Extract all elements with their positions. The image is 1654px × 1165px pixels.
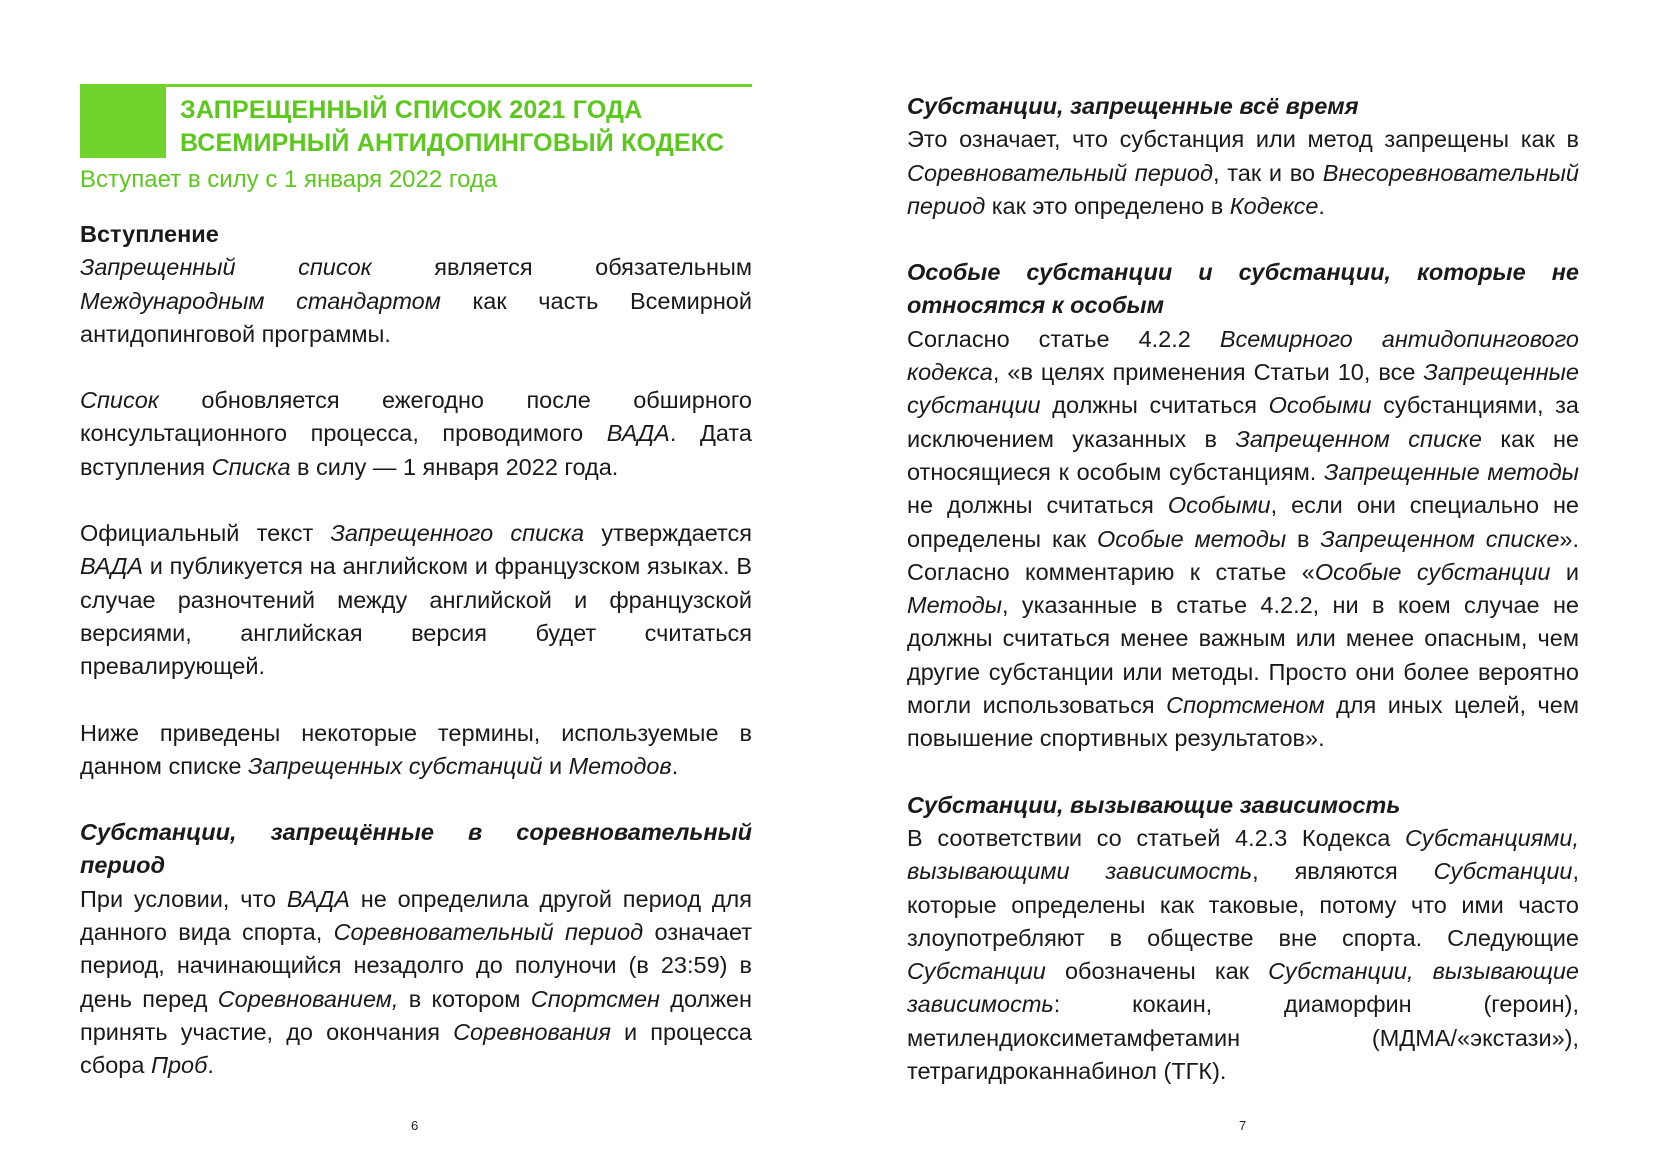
italic-term: Запрещенные субстанции (907, 359, 1579, 419)
text-run: и (542, 752, 569, 779)
text-run: означает период, начинающийся незадолго до полуночи (в 23:59) в день перед (80, 919, 752, 1012)
page-title: ЗАПРЕЩЕННЫЙ СПИСОК 2021 ГОДА ВСЕМИРНЫЙ АНТИДОПИНГОВЫЙ КОДЕКС (180, 96, 725, 157)
paragraph (907, 123, 1579, 223)
text-run: обновляется ежегодно после обширного консультационного процесса, проводимого (80, 387, 752, 447)
italic-term: Соревновательный период (333, 919, 644, 946)
all-time-heading: Субстанции, запрещенные всё время (907, 93, 1359, 119)
italic-term: Запрещенный список (80, 254, 372, 281)
text-run: должны считаться (1040, 392, 1269, 419)
italic-term: Соревнования (453, 1018, 611, 1045)
italic-term: ВАДА (606, 420, 670, 447)
page-number: 6 (411, 1118, 419, 1133)
italic-term: Особые методы (1097, 525, 1287, 552)
text-run: и процесса сбора (80, 1018, 753, 1079)
text-run: обозначены как (1045, 958, 1269, 985)
italic-term: Субстанции (907, 958, 1046, 985)
italic-term: Запрещенном списке (1320, 525, 1560, 552)
text-run: ». Согласно комментарию к статье « (907, 525, 1579, 585)
italic-term: Запрещенных субстанций (248, 752, 543, 779)
text-run: должен принять участие, до окончания (80, 985, 752, 1045)
text-run: , являются (1252, 858, 1434, 885)
italic-term: Запрещенные методы (1324, 458, 1579, 485)
text-run: Официальный текст (80, 520, 331, 547)
italic-term: Особыми (1167, 492, 1271, 519)
text-run: в (1286, 525, 1321, 552)
text-run: является обязательным (371, 254, 753, 281)
italic-term: Всемирного антидопингового кодекса (907, 325, 1579, 386)
header-accent-square (80, 87, 166, 158)
text-run: для иных целей, чем повышение спортивных результатов». (907, 692, 1579, 752)
text-run: , «в целях применения Статьи 10, все (992, 359, 1424, 386)
abuse-substances-heading: Субстанции, вызывающие зависимость (907, 791, 1401, 818)
text-run: , которые определены как таковые, потому что ими часто злоупотребляют в обществе вне спорта. Следующие (907, 858, 1580, 951)
italic-term: Субстанциями, вызывающими зависимость (907, 824, 1579, 885)
left-body (80, 218, 752, 1083)
italic-term: Субстанции, вызывающие зависимость (907, 958, 1579, 1018)
text-run: , если они специально не определены как (907, 492, 1579, 552)
text-run: в котором (398, 985, 531, 1012)
italic-term: ВАДА (286, 885, 350, 912)
text-run: , так и во (1212, 159, 1323, 186)
italic-term: Международным стандартом (80, 287, 441, 314)
italic-term: Субстанции (1433, 858, 1573, 885)
text-run: : кокаин, диаморфин (героин), метилендиоксиметамфетамин (МДМА/«экстази»), тетрагидроканнабинол (ТГК). (907, 991, 1579, 1085)
text-run: При условии, что (80, 885, 287, 912)
specified-substances-heading: Особые субстанции и субстанции, которые не относятся к особым (907, 259, 1579, 319)
text-run: субстанциями, за исключением указанных в (907, 392, 1579, 452)
text-run: и публикуется на английском и французском языках. В случае разночтений между английской и французской версиями, английская версия будет считаться превалирующей. (80, 553, 752, 680)
italic-term: Методов (568, 752, 672, 779)
text-run: как это определено в (985, 192, 1230, 219)
text-run: В соответствии со статьей 4.2.3 Кодекса (907, 824, 1405, 851)
italic-term: Спортсмен (530, 985, 660, 1012)
header-rule (80, 84, 752, 87)
italic-term: Особыми (1268, 392, 1372, 419)
text-run: . Дата вступления (80, 420, 752, 480)
text-run: Ниже приведены некоторые термины, используемые в данном списке (80, 719, 752, 779)
italic-term: Спортсменом (1166, 692, 1325, 719)
paragraph (80, 883, 752, 1083)
text-run: как часть Всемирной антидопинговой программы. (80, 287, 753, 347)
italic-term: Соревнованием, (217, 985, 399, 1012)
right-body (907, 90, 1579, 1088)
text-run: Согласно статье 4.2.2 (907, 325, 1220, 352)
paragraph (80, 251, 752, 351)
text-run: не должны считаться (907, 492, 1168, 519)
italic-term: Особые субстанции (1314, 558, 1551, 585)
text-run: , указанные в статье 4.2.2, ни в коем случае не должны считаться менее важным или менее опасным, чем другие субстанции или методы. Просто они более вероятно могли использоваться (907, 592, 1579, 719)
effective-date: Вступает в силу с 1 января 2022 года (80, 166, 498, 193)
text-run: в силу — 1 января 2022 года. (290, 453, 619, 480)
italic-term: Кодексе (1229, 192, 1319, 219)
paragraph (907, 323, 1579, 756)
text-run: и (1550, 558, 1580, 585)
text-run: . (671, 752, 679, 779)
text-run: . (1318, 192, 1325, 219)
italic-term: ВАДА (80, 553, 144, 580)
paragraph (80, 517, 752, 683)
paragraph (80, 717, 752, 784)
right-page (827, 0, 1654, 1165)
italic-term: Запрещенном списке (1235, 425, 1482, 452)
intro-heading: Вступление (80, 221, 219, 247)
text-run: как не относящиеся к особым субстанциям. (907, 425, 1579, 485)
paragraph (80, 384, 752, 484)
italic-term: Запрещенного списка (330, 520, 585, 547)
in-competition-heading: Субстанции, запрещённые в соревновательный период (80, 819, 752, 879)
text-run: не определила другой период для данного вида спорта, (80, 885, 752, 946)
italic-term: Соревновательный период (907, 159, 1213, 186)
page-number: 7 (1239, 1118, 1247, 1133)
italic-term: Списка (211, 453, 291, 480)
italic-term: Внесоревновательный период (907, 159, 1579, 219)
text-run: Это означает, что субстанция или метод запрещены как в (907, 126, 1579, 153)
italic-term: Список (80, 387, 159, 414)
text-run: . (207, 1052, 214, 1079)
italic-term: Проб (150, 1052, 208, 1079)
paragraph (907, 822, 1579, 1088)
text-run: утверждается (584, 520, 752, 547)
italic-term: Методы (907, 592, 1003, 619)
